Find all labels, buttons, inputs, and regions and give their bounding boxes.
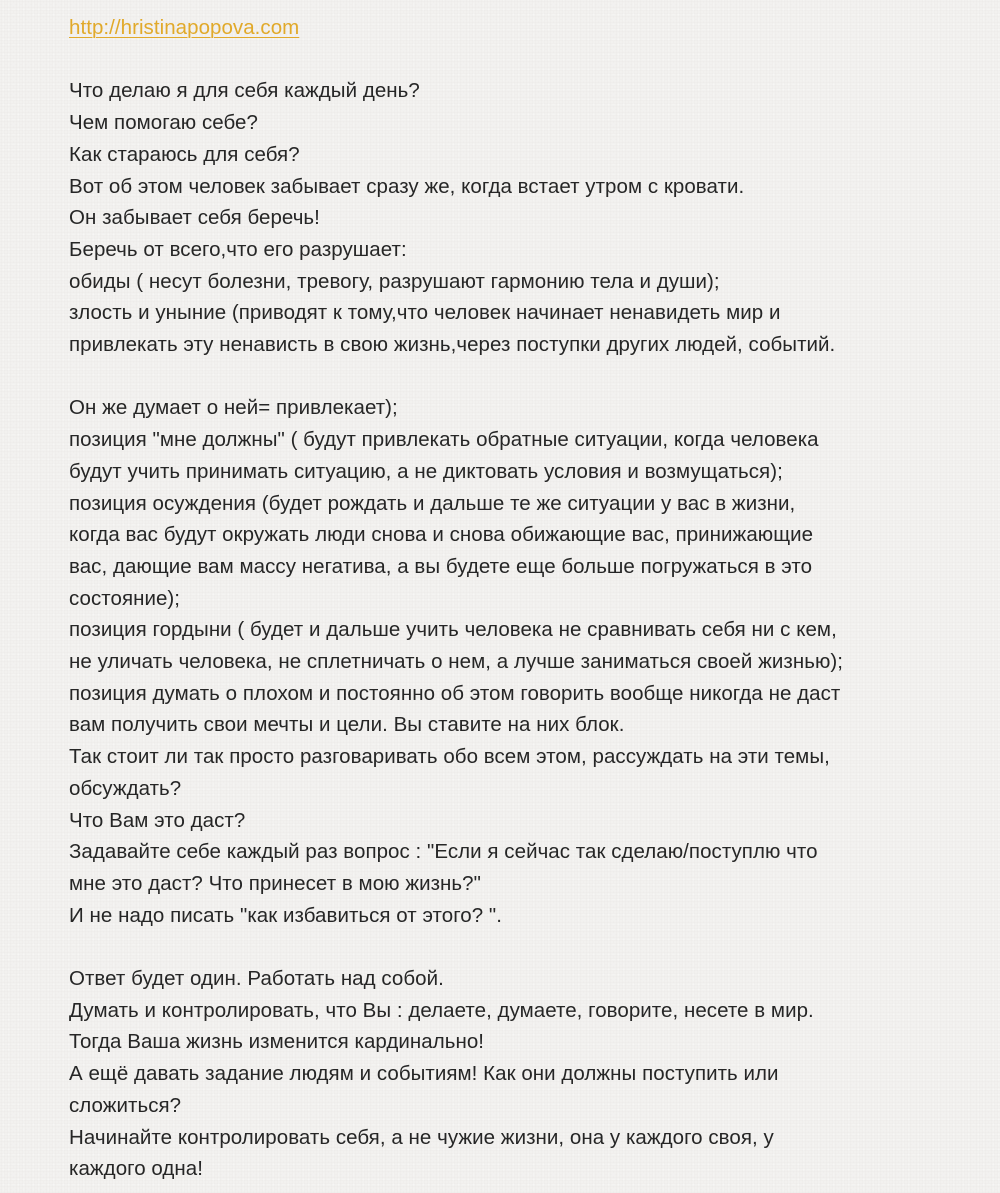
note-body xyxy=(69,12,969,1185)
text-line: когда вас будут окружать люди снова и снова обижающие вас, принижающие xyxy=(69,523,814,547)
text-line: позиция гордыни ( будет и дальше учить человека не сравнивать себя ни с кем, xyxy=(69,618,837,642)
text-line: вас, дающие вам массу негатива, а вы будете еще больше погружаться в это xyxy=(69,554,813,578)
text-line: Думать и контролировать, что Вы : делаете, думаете, говорите, несете в мир. xyxy=(69,998,814,1022)
text-line: Чем помогаю себе? xyxy=(69,111,258,135)
text-line: И не надо писать "как избавиться от этого? ". xyxy=(69,903,503,927)
text-line: Что делаю я для себя каждый день? xyxy=(69,79,420,103)
text-line xyxy=(69,931,969,963)
text-line: Ответ будет один. Работать над собой. xyxy=(69,967,444,991)
text-line: каждого одна! xyxy=(69,1157,203,1181)
text-line: Беречь от всего,что его разрушает: xyxy=(69,237,407,261)
text-line: позиция думать о плохом и постоянно об этом говорить вообще никогда не даст xyxy=(69,681,841,705)
text-line: обиды ( несут болезни, тревогу, разрушают гармонию тела и души); xyxy=(69,269,720,293)
text-line: Так стоит ли так просто разговаривать обо всем этом, рассуждать на эти темы, xyxy=(69,745,830,769)
text-line: Что Вам это даст? xyxy=(69,808,246,832)
text-line: привлекать эту ненависть в свою жизнь,через поступки других людей, событий. xyxy=(69,333,836,357)
text-line: Он же думает о ней= привлекает); xyxy=(69,396,398,420)
text-line xyxy=(69,44,969,76)
text-line: не уличать человека, не сплетничать о нем, а лучше заниматься своей жизнью); xyxy=(69,650,843,674)
website-link[interactable]: http://hristinapopova.com xyxy=(69,16,300,39)
text-line: А ещё давать задание людям и событиям! Как они должны поступить или xyxy=(69,1062,779,1086)
text-line: мне это даст? Что принесет в мою жизнь?" xyxy=(69,871,481,895)
text-line: обсуждать? xyxy=(69,776,182,800)
text-line: сложиться? xyxy=(69,1093,182,1117)
text-line: позиция осуждения (будет рождать и дальше те же ситуации у вас в жизни, xyxy=(69,491,796,515)
text-line: Начинайте контролировать себя, а не чужие жизни, она у каждого своя, у xyxy=(69,1125,774,1149)
text-line: Задавайте себе каждый раз вопрос : "Если я сейчас так сделаю/поступлю что xyxy=(69,840,818,864)
text-line xyxy=(69,361,969,393)
text-line: вам получить свои мечты и цели. Вы ставите на них блок. xyxy=(69,713,625,737)
text-line: состояние); xyxy=(69,586,181,610)
text-line: Вот об этом человек забывает сразу же, когда встает утром с кровати. xyxy=(69,174,745,198)
text-line: позиция "мне должны" ( будут привлекать обратные ситуации, когда человека xyxy=(69,428,819,452)
text-line: Он забывает себя беречь! xyxy=(69,206,320,230)
text-line: злость и уныние (приводят к тому,что человек начинает ненавидеть мир и xyxy=(69,301,781,325)
text-line: будут учить принимать ситуацию, а не диктовать условия и возмущаться); xyxy=(69,459,783,483)
text-line: Как стараюсь для себя? xyxy=(69,142,300,166)
text-line: Тогда Ваша жизнь изменится кардинально! xyxy=(69,1030,485,1054)
